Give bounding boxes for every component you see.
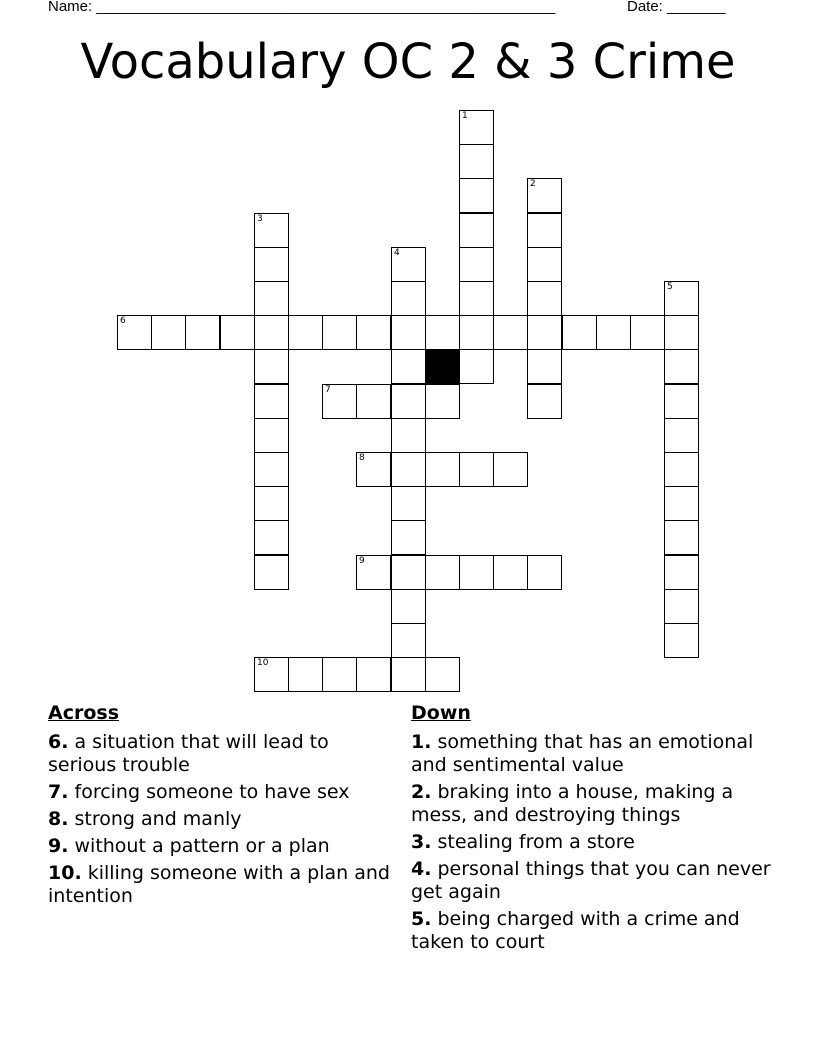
- grid-cell[interactable]: [288, 315, 323, 350]
- down-heading: Down: [411, 702, 471, 724]
- grid-cell[interactable]: [664, 520, 699, 555]
- grid-cell[interactable]: [664, 384, 699, 419]
- grid-cell[interactable]: [527, 213, 562, 248]
- grid-cell[interactable]: [527, 247, 562, 282]
- clue-number: 5: [667, 282, 673, 292]
- grid-cell[interactable]: [254, 213, 289, 248]
- grid-cell[interactable]: [151, 315, 186, 350]
- across-clue: 8. strong and manly: [48, 808, 242, 830]
- grid-cell[interactable]: [459, 281, 494, 316]
- grid-cell[interactable]: [391, 315, 426, 350]
- grid-cell[interactable]: [562, 315, 597, 350]
- grid-cell[interactable]: [322, 657, 357, 692]
- grid-cell[interactable]: [254, 452, 289, 487]
- clue-number: 2: [530, 179, 536, 189]
- across-clue: 7. forcing someone to have sex: [48, 781, 350, 803]
- grid-cell[interactable]: [185, 315, 220, 350]
- clue-number: 7: [325, 385, 331, 395]
- grid-cell[interactable]: [254, 418, 289, 453]
- across-clue: 9. without a pattern or a plan: [48, 835, 330, 857]
- grid-cell[interactable]: [391, 281, 426, 316]
- grid-cell[interactable]: [391, 452, 426, 487]
- grid-cell[interactable]: [664, 555, 699, 590]
- grid-cell[interactable]: [459, 144, 494, 179]
- grid-cell[interactable]: [527, 384, 562, 419]
- grid-cell[interactable]: [664, 623, 699, 658]
- grid-cell[interactable]: [664, 281, 699, 316]
- grid-cell[interactable]: [527, 281, 562, 316]
- grid-cell[interactable]: [254, 281, 289, 316]
- grid-cell[interactable]: [254, 247, 289, 282]
- date-field-line: Date: _______: [627, 0, 726, 15]
- grid-cell[interactable]: [356, 315, 391, 350]
- grid-cell[interactable]: [391, 349, 426, 384]
- grid-cell[interactable]: [459, 247, 494, 282]
- grid-cell[interactable]: [527, 555, 562, 590]
- grid-cell[interactable]: [220, 315, 255, 350]
- grid-cell[interactable]: [391, 589, 426, 624]
- grid-cell[interactable]: [459, 349, 494, 384]
- page-title: Vocabulary OC 2 & 3 Crime: [80, 34, 736, 90]
- name-field-line: Name: _______________________________________________________: [48, 0, 556, 15]
- across-clue: 10. killing someone with a plan and intention: [48, 862, 390, 907]
- grid-cell[interactable]: [254, 555, 289, 590]
- grid-cell[interactable]: [391, 657, 426, 692]
- clue-number: 6: [120, 316, 126, 326]
- grid-cell[interactable]: [391, 623, 426, 658]
- grid-cell[interactable]: [459, 213, 494, 248]
- clue-number: 1: [462, 111, 468, 121]
- grid-cell[interactable]: [493, 452, 528, 487]
- grid-cell[interactable]: [356, 384, 391, 419]
- grid-cell[interactable]: [356, 555, 391, 590]
- clue-number: 9: [359, 556, 365, 566]
- down-clues: [411, 702, 781, 958]
- grid-cell[interactable]: [527, 349, 562, 384]
- clue-number: 8: [359, 453, 365, 463]
- grid-cell[interactable]: [322, 384, 357, 419]
- grid-cell[interactable]: [493, 315, 528, 350]
- grid-cell[interactable]: [254, 349, 289, 384]
- down-clue: 1. something that has an emotional and sentimental value: [411, 731, 754, 776]
- grid-cell[interactable]: [459, 315, 494, 350]
- blocked-cell: [425, 349, 460, 384]
- grid-cell[interactable]: [391, 384, 426, 419]
- grid-cell[interactable]: [322, 315, 357, 350]
- grid-cell[interactable]: [664, 452, 699, 487]
- grid-cell[interactable]: [459, 110, 494, 145]
- grid-cell[interactable]: [254, 486, 289, 521]
- grid-cell[interactable]: [596, 315, 631, 350]
- grid-cell[interactable]: [527, 178, 562, 213]
- grid-cell[interactable]: [254, 520, 289, 555]
- grid-cell[interactable]: [459, 178, 494, 213]
- grid-cell[interactable]: [425, 657, 460, 692]
- clue-number: 3: [257, 214, 263, 224]
- down-clue: 5. being charged with a crime and taken to court: [411, 908, 740, 953]
- across-heading: Across: [48, 702, 120, 724]
- grid-cell[interactable]: [356, 657, 391, 692]
- grid-cell[interactable]: [664, 315, 699, 350]
- grid-cell[interactable]: [527, 315, 562, 350]
- grid-cell[interactable]: [356, 452, 391, 487]
- across-clue: 6. a situation that will lead to serious trouble: [48, 731, 329, 776]
- grid-cell[interactable]: [425, 555, 460, 590]
- grid-cell[interactable]: [425, 315, 460, 350]
- grid-cell[interactable]: [391, 486, 426, 521]
- grid-cell[interactable]: [391, 247, 426, 282]
- down-clue: 4. personal things that you can never get again: [411, 858, 771, 903]
- grid-cell[interactable]: [664, 418, 699, 453]
- grid-cell[interactable]: [117, 315, 152, 350]
- grid-cell[interactable]: [254, 384, 289, 419]
- across-clues: [48, 702, 393, 912]
- clue-number: 10: [257, 658, 269, 668]
- grid-cell[interactable]: [391, 418, 426, 453]
- grid-cell[interactable]: [254, 657, 289, 692]
- grid-cell[interactable]: [664, 589, 699, 624]
- down-clue: 2. braking into a house, making a mess, and destroying things: [411, 781, 734, 826]
- grid-cell[interactable]: [664, 486, 699, 521]
- grid-cell[interactable]: [664, 349, 699, 384]
- grid-cell[interactable]: [391, 520, 426, 555]
- grid-cell[interactable]: [391, 555, 426, 590]
- grid-cell[interactable]: [288, 657, 323, 692]
- grid-cell[interactable]: [425, 452, 460, 487]
- down-clue: 3. stealing from a store: [411, 831, 635, 853]
- grid-cell[interactable]: [459, 452, 494, 487]
- grid-cell[interactable]: [630, 315, 665, 350]
- grid-cell[interactable]: [425, 384, 460, 419]
- grid-cell[interactable]: [493, 555, 528, 590]
- grid-cell[interactable]: [254, 315, 289, 350]
- grid-cell[interactable]: [459, 555, 494, 590]
- clue-number: 4: [394, 248, 400, 258]
